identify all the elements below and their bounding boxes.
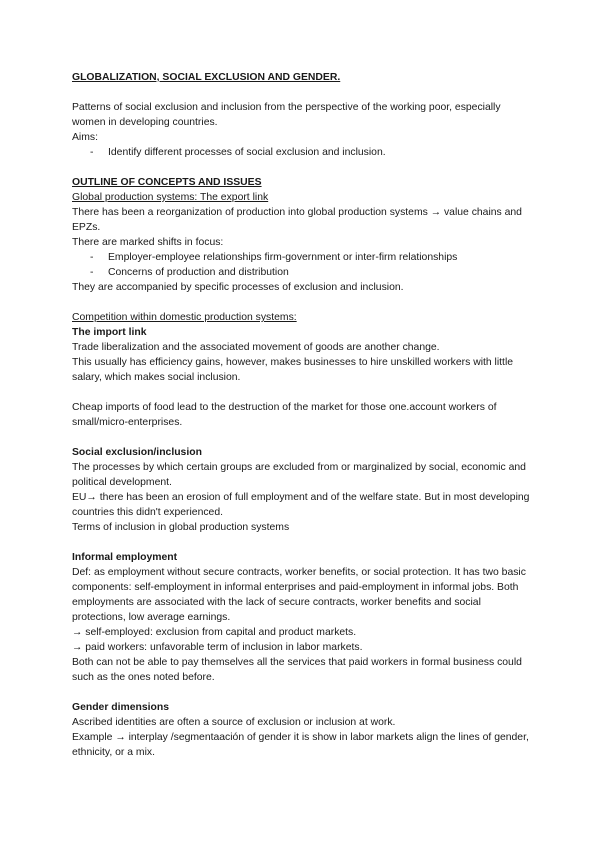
outline-subheading: Global production systems: The export link <box>72 192 269 203</box>
shifts-list <box>72 250 532 280</box>
outline-paragraph-1: There has been a reorganization of production into global production systems → value chains and EPZs. <box>72 207 522 233</box>
document-title: GLOBALIZATION, SOCIAL EXCLUSION AND GENDER. <box>72 72 341 83</box>
informal-heading: Informal employment <box>72 552 178 563</box>
informal-paragraph-1: Def: as employment without secure contracts, worker benefits, or social protection. It has two basic components: self-employment in informal enterprises and paid-employment in informal jobs. Both employments are associated with the lack of secure contracts, worker benefits and social protections, low average earnings. <box>72 567 526 623</box>
gender-heading: Gender dimensions <box>72 702 170 713</box>
competition-paragraph-1: Trade liberalization and the associated movement of goods are another change. <box>72 342 440 353</box>
social-exclusion-heading: Social exclusion/inclusion <box>72 447 202 458</box>
outline-heading: OUTLINE OF CONCEPTS AND ISSUES <box>72 177 262 188</box>
aims-list <box>72 145 532 160</box>
shifts-item: - Employer-employee relationships firm-government or inter-firm relationships <box>72 250 532 265</box>
document-page <box>72 70 532 760</box>
outline-paragraph-2: There are marked shifts in focus: <box>72 237 224 248</box>
social-exclusion-paragraph-1: The processes by which certain groups are excluded from or marginalized by social, economic and political development. <box>72 462 526 488</box>
informal-paragraph-3: → paid workers: unfavorable term of inclusion in labor markets. <box>72 642 363 653</box>
gender-paragraph-2: Example → interplay /segmentaación of gender it is show in labor markets align the lines of gender, ethnicity, or a mix. <box>72 732 529 758</box>
aims-item: - Identify different processes of social exclusion and inclusion. <box>72 145 532 160</box>
aims-label: Aims: <box>72 132 98 143</box>
shifts-item: - Concerns of production and distribution <box>72 265 532 280</box>
social-exclusion-paragraph-3: Terms of inclusion in global production systems <box>72 522 290 533</box>
intro-text: Patterns of social exclusion and inclusion from the perspective of the working poor, especially women in developing countries. <box>72 102 501 128</box>
outline-paragraph-3: They are accompanied by specific processes of exclusion and inclusion. <box>72 282 404 293</box>
competition-paragraph-3: Cheap imports of food lead to the destruction of the market for those one.account workers of small/micro-enterprises. <box>72 402 497 428</box>
informal-paragraph-4: Both can not be able to pay themselves all the services that paid workers in formal business could such as the ones noted before. <box>72 657 522 683</box>
informal-paragraph-2: → self-employed: exclusion from capital and product markets. <box>72 627 357 638</box>
competition-paragraph-2: This usually has efficiency gains, however, makes businesses to hire unskilled workers with little salary, which makes social inclusion. <box>72 357 514 383</box>
gender-paragraph-1: Ascribed identities are often a source of exclusion or inclusion at work. <box>72 717 396 728</box>
competition-heading: Competition within domestic production systems: <box>72 312 297 323</box>
competition-subheading: The import link <box>72 327 147 338</box>
social-exclusion-paragraph-2: EU→ there has been an erosion of full employment and of the welfare state. But in most developing countries this didn't experienced. <box>72 492 530 518</box>
